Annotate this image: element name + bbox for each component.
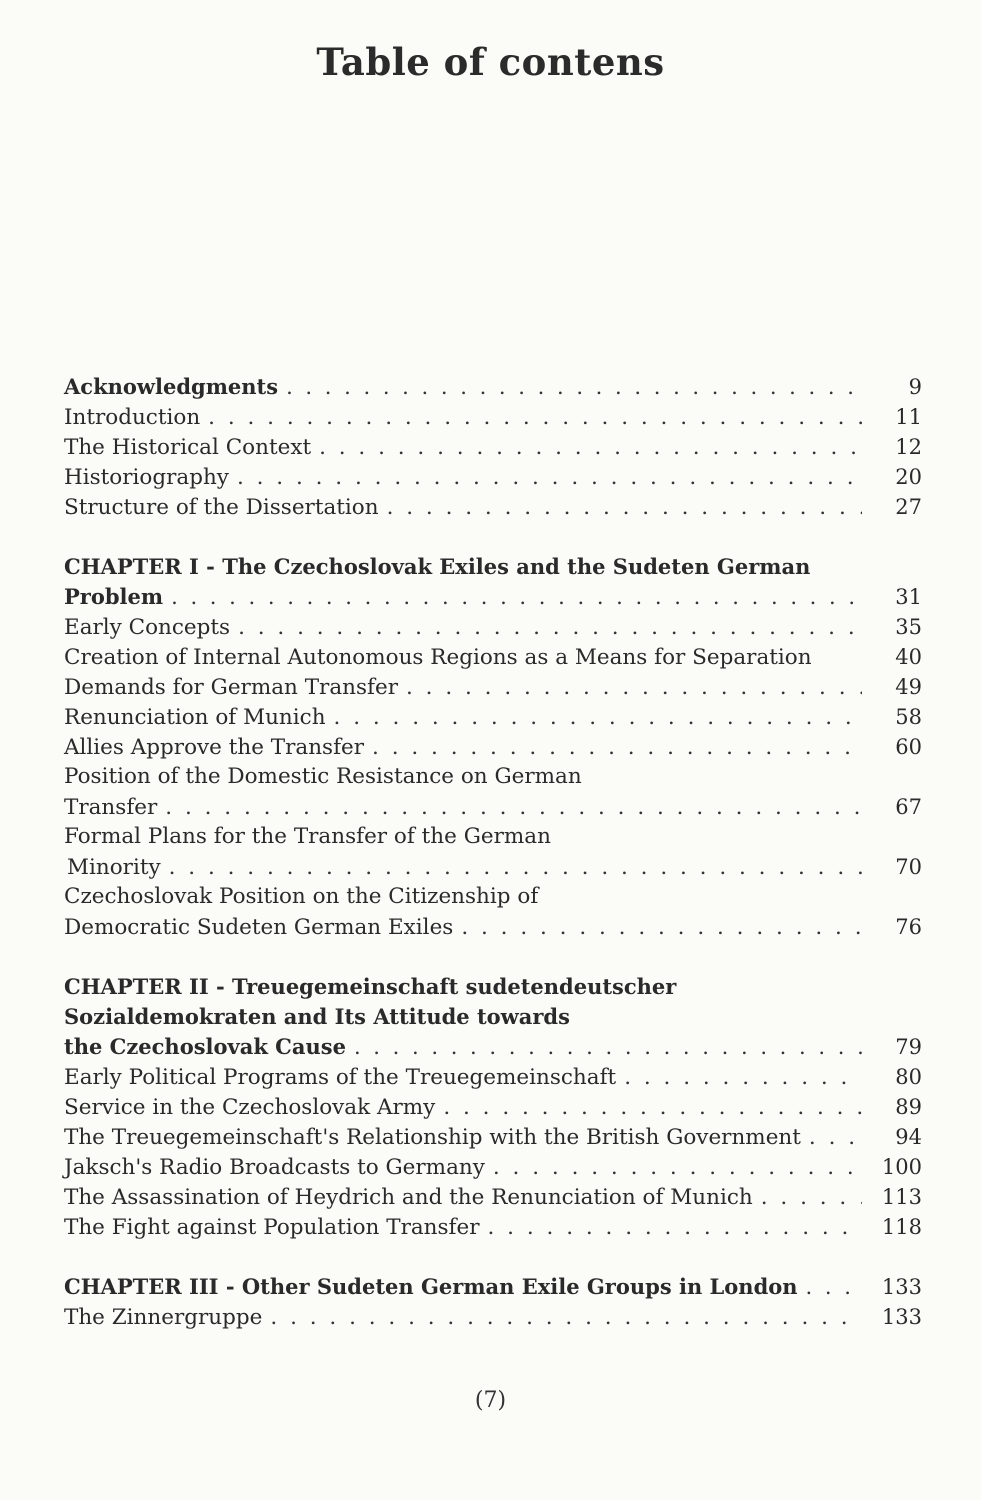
toc-entry-title: Problem	[64, 584, 164, 609]
toc-entry[interactable]	[64, 822, 922, 852]
toc-leader-dots	[165, 793, 862, 823]
toc-entry-page: 58	[895, 705, 922, 729]
toc-entry[interactable]	[64, 1092, 922, 1122]
toc-leader-dots	[461, 913, 862, 943]
toc-entry[interactable]	[64, 912, 922, 942]
toc-entry[interactable]	[64, 612, 922, 642]
toc-entry[interactable]	[64, 402, 922, 432]
toc-leader-dots	[237, 463, 862, 493]
toc-entry[interactable]	[64, 882, 922, 912]
toc-entry-page: 80	[895, 1065, 922, 1089]
toc-entry-title: Democratic Sudeten German Exiles	[64, 915, 454, 940]
toc-entry[interactable]	[64, 762, 922, 792]
toc-entry-page: 49	[895, 675, 922, 699]
toc-entry-page: 133	[881, 1305, 922, 1329]
toc-leader-dots	[286, 372, 862, 402]
toc-entry[interactable]	[64, 1002, 922, 1032]
toc-leader-dots	[319, 433, 862, 463]
section-gap	[64, 1242, 922, 1272]
toc-entry[interactable]	[64, 1122, 922, 1152]
toc-entry[interactable]	[64, 432, 922, 462]
toc-entry-page: 31	[895, 585, 922, 609]
toc-entry[interactable]	[64, 492, 922, 522]
toc-entry-page: 35	[895, 615, 922, 639]
toc-entry[interactable]	[64, 642, 922, 672]
toc-leader-dots	[493, 1153, 862, 1183]
toc-entry-title: the Czechoslovak Cause	[64, 1034, 346, 1059]
toc-entry-page: 70	[895, 855, 922, 879]
toc-entry-title: CHAPTER I - The Czechoslovak Exiles and the Sudeten German	[64, 554, 811, 579]
toc-entry-title: The Historical Context	[64, 435, 312, 460]
toc-entry-page: 11	[895, 405, 922, 429]
toc-leader-dots	[354, 1032, 862, 1062]
page-title: Table of contens	[316, 40, 665, 84]
toc-entry-title: Formal Plans for the Transfer of the German	[64, 824, 551, 849]
toc-entry-title: Introduction	[64, 405, 201, 430]
toc-entry-page: 76	[895, 915, 922, 939]
toc-entry-page: 40	[895, 645, 922, 669]
toc-entry-page: 100	[881, 1155, 922, 1179]
toc-entry-title: Demands for German Transfer	[64, 675, 398, 700]
toc-leader-dots	[488, 1213, 862, 1243]
toc-entry-page: 60	[895, 735, 922, 759]
toc-entry-title: Transfer	[64, 795, 158, 820]
toc-entry[interactable]	[64, 702, 922, 732]
toc-leader-dots	[806, 1272, 862, 1302]
toc-entry[interactable]	[64, 1152, 922, 1182]
toc-entry[interactable]	[64, 552, 922, 582]
toc-entry[interactable]	[64, 1272, 922, 1302]
toc-entry-title: The Zinnergruppe	[64, 1305, 263, 1330]
toc-entry-title: Sozialdemokraten and Its Attitude towards	[64, 1004, 570, 1029]
toc-leader-dots	[372, 733, 862, 763]
toc-entry-title: The Treuegemeinschaft's Relationship with the British Government	[64, 1125, 801, 1150]
toc-entry-title: CHAPTER III - Other Sudeten German Exile Groups in London	[64, 1274, 798, 1299]
toc-entry[interactable]	[64, 1212, 922, 1242]
section-gap	[64, 522, 922, 552]
toc-leader-dots	[809, 1123, 862, 1153]
toc-entry-title: CHAPTER II - Treuegemeinschaft sudetendeutscher	[64, 974, 677, 999]
toc-leader-dots	[270, 1303, 862, 1333]
toc-leader-dots	[624, 1063, 862, 1093]
toc-entry-title: Minority	[67, 855, 161, 880]
toc-entry-title: Early Concepts	[64, 615, 231, 640]
toc-entry[interactable]	[64, 462, 922, 492]
toc-entry[interactable]	[64, 852, 922, 882]
toc-leader-dots	[171, 582, 862, 612]
toc-leader-dots	[443, 1093, 862, 1123]
toc-entry[interactable]	[64, 672, 922, 702]
toc-entry[interactable]	[64, 732, 922, 762]
toc-leader-dots	[334, 703, 862, 733]
toc-entry-title: Jaksch's Radio Broadcasts to Germany	[64, 1155, 485, 1180]
toc-entry-page: 89	[895, 1095, 922, 1119]
toc-entry-title: Historiography	[64, 465, 229, 490]
toc-entry-title: Czechoslovak Position on the Citizenship of	[64, 884, 539, 909]
toc-entry-page: 27	[895, 495, 922, 519]
toc-entry[interactable]	[64, 792, 922, 822]
toc-entry-title: Service in the Czechoslovak Army	[64, 1095, 436, 1120]
toc-entry[interactable]	[64, 1302, 922, 1332]
toc-entry-page: 118	[881, 1215, 922, 1239]
toc-entry-page: 94	[895, 1125, 922, 1149]
toc-leader-dots	[761, 1183, 862, 1213]
toc-entry[interactable]	[64, 1032, 922, 1062]
toc-entry-page: 12	[895, 435, 922, 459]
toc-entry-page: 113	[881, 1185, 922, 1209]
toc-entry[interactable]	[64, 582, 922, 612]
toc-entry[interactable]	[64, 1182, 922, 1212]
toc-leader-dots	[238, 613, 862, 643]
toc-entry[interactable]	[64, 372, 922, 402]
toc-leader-dots	[406, 673, 862, 703]
toc-entry-page: 20	[895, 465, 922, 489]
toc-entry-title: The Assassination of Heydrich and the Renunciation of Munich	[64, 1185, 753, 1210]
toc-entry-page: 133	[881, 1275, 922, 1299]
table-of-contents	[64, 372, 922, 1332]
toc-leader-dots	[387, 493, 862, 523]
toc-entry-page: 67	[895, 795, 922, 819]
section-gap	[64, 942, 922, 972]
toc-leader-dots	[208, 403, 862, 433]
toc-leader-dots	[169, 853, 862, 883]
page-number: (7)	[474, 1388, 507, 1413]
toc-entry-title: Creation of Internal Autonomous Regions as a Means for Separation	[64, 645, 812, 670]
toc-entry-title: Renunciation of Munich	[64, 705, 326, 730]
toc-entry-title: Early Political Programs of the Treuegemeinschaft	[64, 1065, 617, 1090]
toc-entry-page: 79	[895, 1035, 922, 1059]
toc-entry[interactable]	[64, 1062, 922, 1092]
toc-entry[interactable]	[64, 972, 922, 1002]
toc-entry-title: Allies Approve the Transfer	[64, 735, 365, 760]
toc-entry-title: Position of the Domestic Resistance on German	[64, 764, 582, 789]
toc-entry-title: The Fight against Population Transfer	[64, 1215, 480, 1240]
toc-entry-page: 9	[908, 375, 922, 399]
toc-entry-title: Structure of the Dissertation	[64, 495, 379, 520]
toc-entry-title: Acknowledgments	[64, 374, 279, 399]
